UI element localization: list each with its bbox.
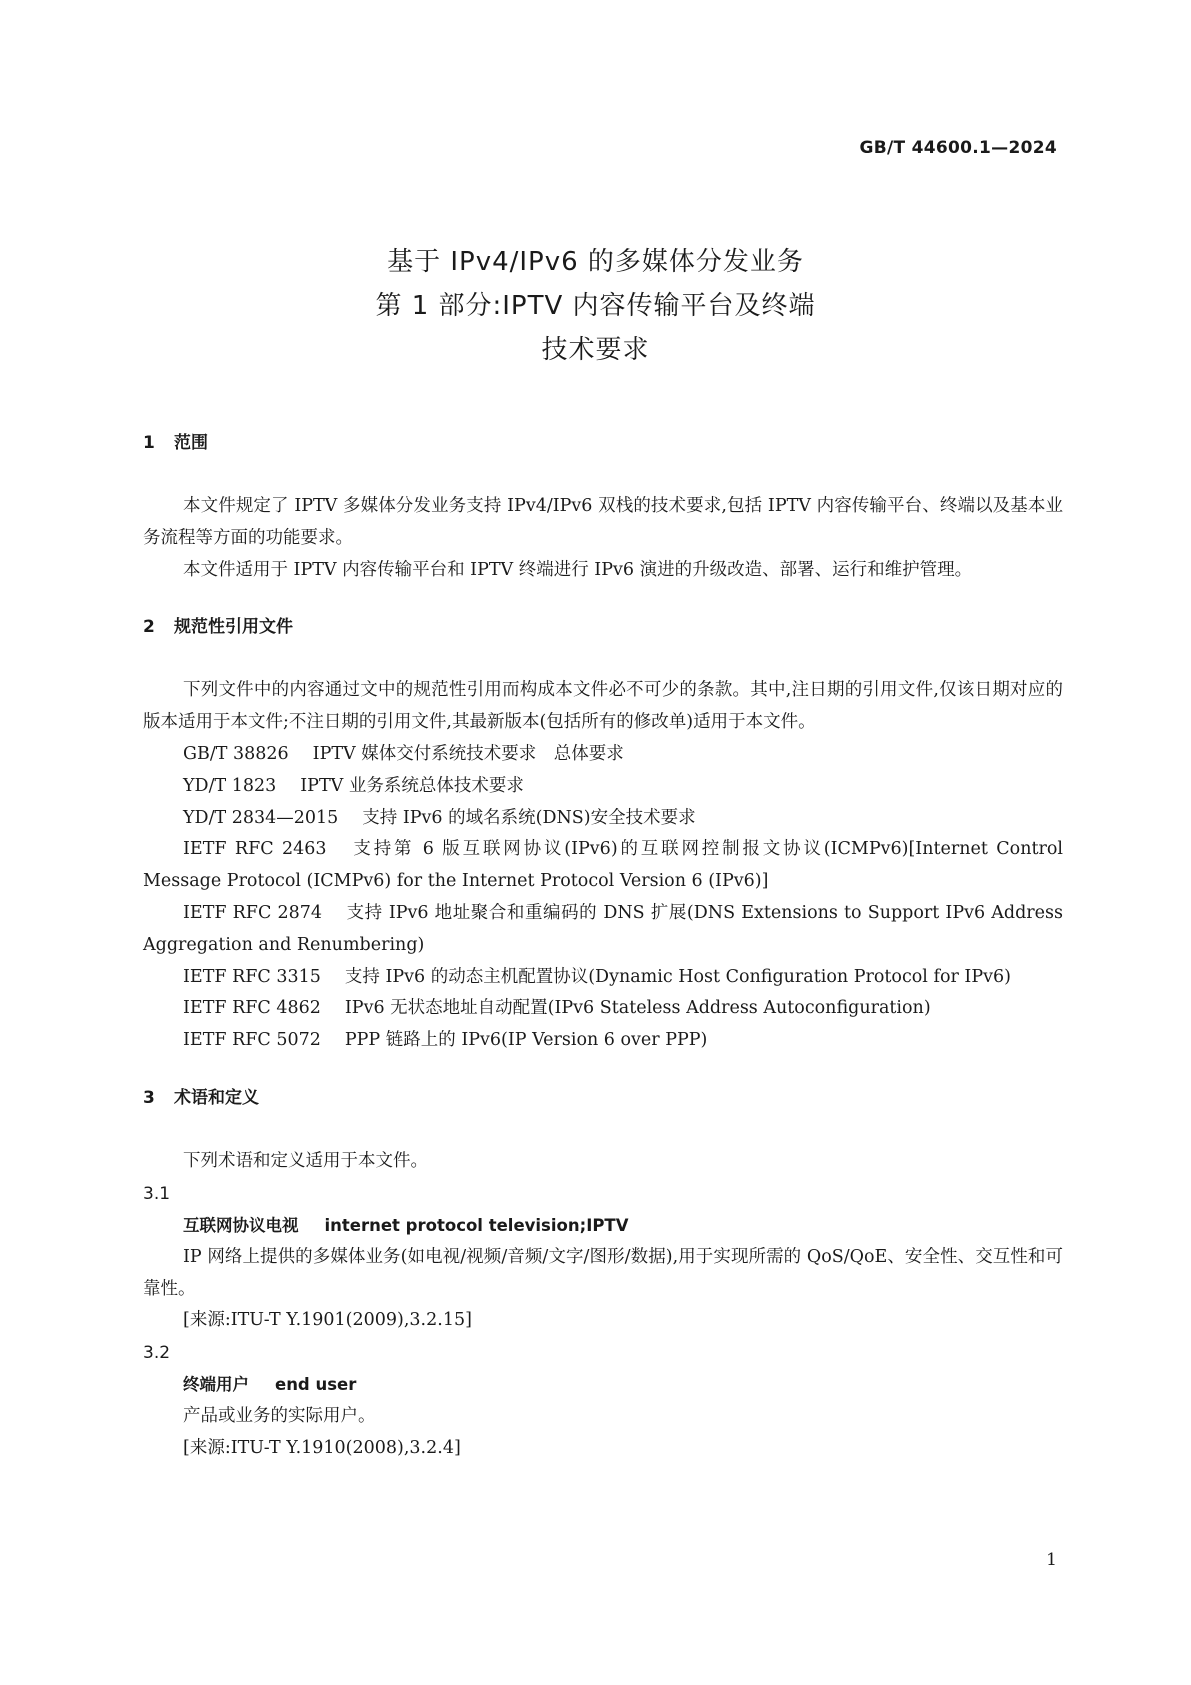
scope-paragraph-1: 本文件规定了 IPTV 多媒体分发业务支持 IPv4/IPv6 双栈的技术要求,包括 IPTV 内容传输平台、终端以及基本业务流程等方面的功能要求。 bbox=[143, 496, 1063, 548]
reference-code: IETF RFC 5072 bbox=[183, 1030, 321, 1051]
reference-item bbox=[143, 803, 1063, 835]
term-name bbox=[183, 1369, 1063, 1401]
reference-title: 支持 IPv6 地址聚合和重编码的 DNS 扩展(DNS Extensions to Support IPv6 Address Aggregation and Renumbering) bbox=[143, 902, 1063, 955]
reference-title: PPP 链路上的 IPv6(IP Version 6 over PPP) bbox=[344, 1030, 708, 1051]
reference-title: IPv6 无状态地址自动配置(IPv6 Stateless Address Autoconfiguration) bbox=[344, 998, 931, 1019]
document-body bbox=[143, 430, 1063, 1465]
terms-intro: 下列术语和定义适用于本文件。 bbox=[183, 1150, 428, 1171]
reference-item bbox=[143, 771, 1063, 803]
term-source: [来源:ITU-T Y.1910(2008),3.2.4] bbox=[183, 1437, 461, 1458]
section-number: 1 bbox=[143, 433, 155, 453]
document-title bbox=[0, 240, 1191, 372]
reference-item bbox=[143, 898, 1063, 962]
page-number: 1 bbox=[1046, 1550, 1057, 1570]
term-entry bbox=[143, 1178, 1063, 1337]
reference-code: IETF RFC 3315 bbox=[183, 966, 321, 987]
reference-item bbox=[143, 834, 1063, 898]
reference-title: IPTV 媒体交付系统技术要求 总体要求 bbox=[312, 743, 624, 764]
reference-code: IETF RFC 2874 bbox=[183, 902, 322, 923]
reference-title: 支持 IPv6 的域名系统(DNS)安全技术要求 bbox=[362, 807, 696, 828]
standard-code: GB/T 44600.1—2024 bbox=[859, 138, 1057, 158]
reference-title: 支持 IPv6 的动态主机配置协议(Dynamic Host Configuration Protocol for IPv6) bbox=[344, 966, 1011, 987]
section-number: 3 bbox=[143, 1087, 155, 1108]
section-title: 范围 bbox=[174, 433, 208, 453]
section-title: 规范性引用文件 bbox=[174, 617, 293, 638]
reference-code: YD/T 2834—2015 bbox=[183, 807, 339, 828]
reference-code: YD/T 1823 bbox=[183, 775, 277, 796]
scope-paragraph-2: 本文件适用于 IPTV 内容传输平台和 IPTV 终端进行 IPv6 演进的升级改造、部署、运行和维护管理。 bbox=[183, 559, 973, 580]
term-definition: 产品或业务的实际用户。 bbox=[183, 1406, 376, 1427]
title-line-1: 基于 IPv4/IPv6 的多媒体分发业务 bbox=[387, 247, 804, 277]
section-number: 2 bbox=[143, 617, 155, 638]
term-definition: IP 网络上提供的多媒体业务(如电视/视频/音频/文字/图形/数据),用于实现所需的 QoS/QoE、安全性、交互性和可靠性。 bbox=[143, 1246, 1063, 1299]
term-name-en: internet protocol television;IPTV bbox=[324, 1215, 629, 1235]
title-line-2: 第 1 部分:IPTV 内容传输平台及终端 bbox=[375, 291, 816, 321]
term-entry bbox=[143, 1337, 1063, 1465]
term-number: 3.1 bbox=[143, 1183, 171, 1204]
term-name bbox=[183, 1210, 1063, 1242]
term-name-en: end user bbox=[275, 1375, 357, 1395]
term-source: [来源:ITU-T Y.1901(2009),3.2.15] bbox=[183, 1310, 472, 1331]
reference-item bbox=[143, 962, 1063, 994]
term-name-zh: 终端用户 bbox=[183, 1375, 249, 1395]
reference-item bbox=[143, 993, 1063, 1025]
reference-item bbox=[143, 1025, 1063, 1057]
reference-code: IETF RFC 2463 bbox=[183, 839, 327, 860]
reference-title: 支持第 6 版互联网协议(IPv6)的互联网控制报文协议(ICMPv6)[Internet Control Message Protocol (ICMPv6) for the Internet Protocol Version 6 (IPv6)] bbox=[143, 839, 1064, 892]
references-intro: 下列文件中的内容通过文中的规范性引用而构成本文件必不可少的条款。其中,注日期的引用文件,仅该日期对应的版本适用于本文件;不注日期的引用文件,其最新版本(包括所有的修改单)适用于本文件。 bbox=[143, 680, 1063, 733]
term-name-zh: 互联网协议电视 bbox=[183, 1215, 299, 1235]
section-heading-scope bbox=[143, 430, 1063, 456]
term-number: 3.2 bbox=[143, 1343, 171, 1364]
section-heading-terms bbox=[143, 1085, 1063, 1111]
section-title: 术语和定义 bbox=[174, 1087, 259, 1108]
section-heading-references bbox=[143, 614, 1063, 640]
reference-code: GB/T 38826 bbox=[183, 743, 289, 764]
reference-title: IPTV 业务系统总体技术要求 bbox=[300, 775, 524, 796]
reference-code: IETF RFC 4862 bbox=[183, 998, 321, 1019]
reference-item bbox=[143, 739, 1063, 771]
title-line-3: 技术要求 bbox=[541, 335, 650, 365]
